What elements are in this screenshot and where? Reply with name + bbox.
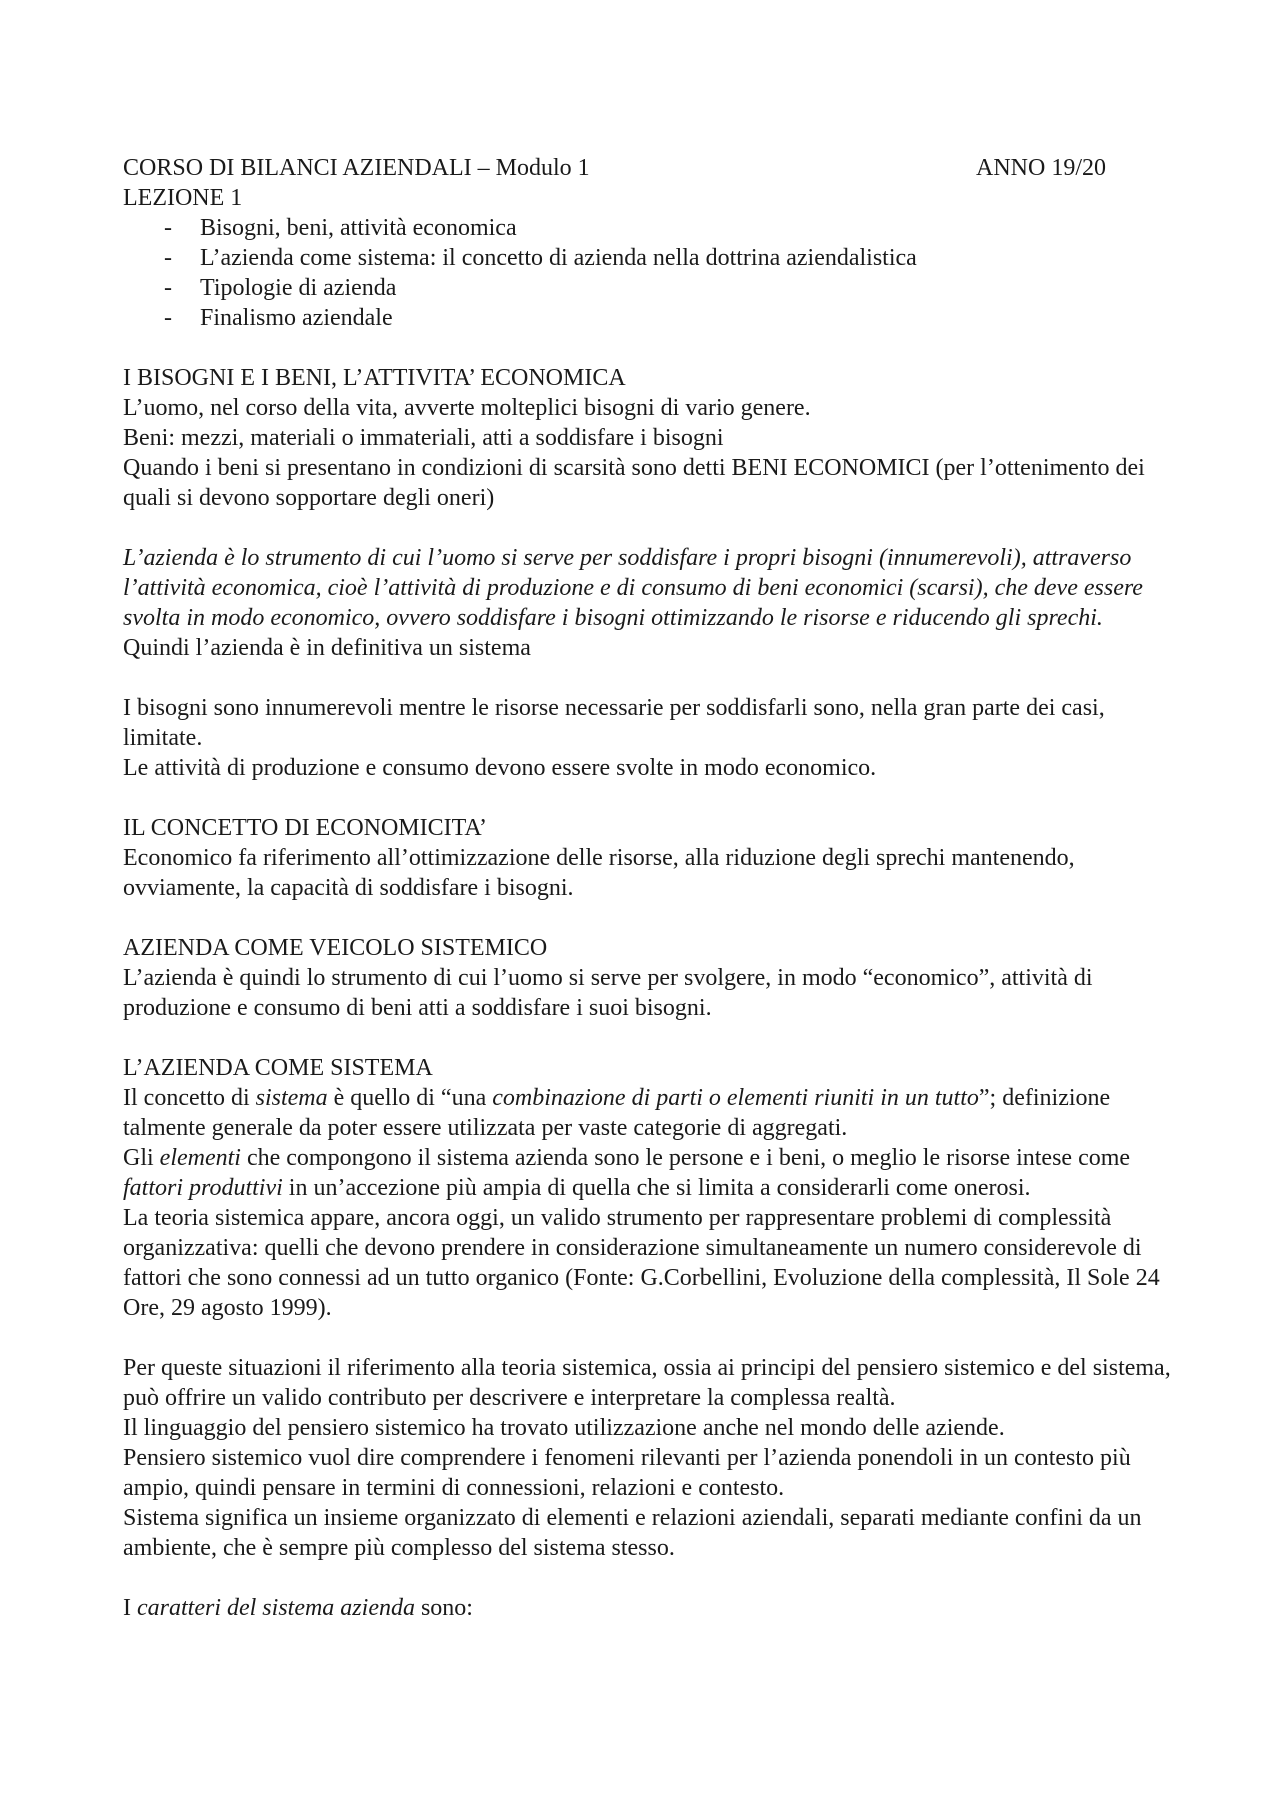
topic-text: Tipologie di azienda [200,275,397,301]
paragraph: L’uomo, nel corso della vita, avverte molteplici bisogni di vario genere. [123,395,811,421]
paragraph: La teoria sistemica appare, ancora oggi, un valido strumento per rappresentare problemi di complessità organizzativa: quelli che devono prendere in considerazione simultaneamente un numero considerevole di fattori che sono connessi ad un tutto organico (Fonte: G.Corbellini, Evoluzione della complessità, Il Sole 24 Ore, 29 agosto 1999). [123,1205,1160,1321]
section-heading: AZIENDA COME VEICOLO SISTEMICO [123,935,548,961]
lesson-title: LEZIONE 1 [123,185,243,211]
spacer [123,333,1173,363]
section-heading: I BISOGNI E I BENI, L’ATTIVITA’ ECONOMICA [123,365,626,391]
spacer [123,513,1173,543]
text-run: Il concetto di [123,1085,256,1111]
bullet-dash: - [164,305,172,331]
text-run: ”; definizione talmente generale da poter essere utilizzata per vaste categorie di aggregati. [123,1085,1111,1141]
paragraph: Le attività di produzione e consumo devono essere svolte in modo economico. [123,755,877,781]
spacer [123,903,1173,933]
text-run: che compongono il sistema azienda sono le persone e i beni, o meglio le risorse intese come [240,1145,1131,1171]
topic-text: Bisogni, beni, attività economica [200,215,517,241]
topic-item [123,243,1173,273]
spacer [123,1563,1173,1593]
paragraph [123,1143,1173,1203]
topic-item [123,213,1173,243]
bullet-dash: - [164,215,172,241]
paragraph: Il linguaggio del pensiero sistemico ha trovato utilizzazione anche nel mondo delle aziende. [123,1415,1005,1441]
topic-item [123,303,1173,333]
section-heading: IL CONCETTO DI ECONOMICITA’ [123,815,488,841]
paragraph: Beni: mezzi, materiali o immateriali, atti a soddisfare i bisogni [123,425,724,451]
italic-term: caratteri del sistema azienda [137,1595,415,1621]
paragraph: Sistema significa un insieme organizzato di elementi e relazioni aziendali, separati mediante confini da un ambiente, che è sempre più complesso del sistema stesso. [123,1505,1142,1561]
italic-term: elementi [159,1145,241,1171]
document-body [123,153,1173,1623]
paragraph: Quando i beni si presentano in condizioni di scarsità sono detti BENI ECONOMICI (per l’ottenimento dei quali si devono sopportare degli oneri) [123,455,1145,511]
paragraph: Quindi l’azienda è in definitiva un sistema [123,635,531,661]
paragraph: I bisogni sono innumerevoli mentre le risorse necessarie per soddisfarli sono, nella gran parte dei casi, limitate. [123,695,1105,751]
course-title: CORSO DI BILANCI AZIENDALI – Modulo 1 [123,155,590,181]
italic-term: combinazione di parti o elementi riuniti in un tutto [492,1085,979,1111]
text-run: Gli [123,1145,160,1171]
spacer [123,663,1173,693]
italic-definition: L’azienda è lo strumento di cui l’uomo si serve per soddisfare i propri bisogni (innumerevoli), attraverso l’attività economica, cioè l’attività di produzione e di consumo di beni economici (scarsi), che deve essere svolta in modo economico, ovvero soddisfare i bisogni ottimizzando le risorse e riducendo gli sprechi. [123,545,1143,631]
paragraph: Pensiero sistemico vuol dire comprendere i fenomeni rilevanti per l’azienda ponendoli in un contesto più ampio, quindi pensare in termini di connessioni, relazioni e contesto. [123,1445,1131,1501]
text-run: in un’accezione più ampia di quella che si limita a considerarli come onerosi. [282,1175,1031,1201]
italic-term: sistema [255,1085,328,1111]
spacer [123,1323,1173,1353]
topic-text: L’azienda come sistema: il concetto di azienda nella dottrina aziendalistica [200,245,917,271]
topics-list [123,213,1173,333]
section-heading: L’AZIENDA COME SISTEMA [123,1055,433,1081]
paragraph [123,1083,1173,1143]
paragraph [123,1593,1173,1623]
text-run: I [123,1595,137,1621]
header-row [123,153,1106,183]
topic-item [123,273,1173,303]
italic-term: fattori produttivi [123,1175,283,1201]
text-run: è quello di “una [327,1085,493,1111]
spacer [123,783,1173,813]
bullet-dash: - [164,245,172,271]
academic-year: ANNO 19/20 [976,155,1106,181]
paragraph: L’azienda è quindi lo strumento di cui l’uomo si serve per svolgere, in modo “economico”, attività di produzione e consumo di beni atti a soddisfare i suoi bisogni. [123,965,1093,1021]
spacer [123,1023,1173,1053]
paragraph: Economico fa riferimento all’ottimizzazione delle risorse, alla riduzione degli sprechi mantenendo, ovviamente, la capacità di soddisfare i bisogni. [123,845,1075,901]
topic-text: Finalismo aziendale [200,305,393,331]
paragraph: Per queste situazioni il riferimento alla teoria sistemica, ossia ai principi del pensiero sistemico e del sistema, può offrire un valido contributo per descrivere e interpretare la complessa realtà. [123,1355,1171,1411]
bullet-dash: - [164,275,172,301]
text-run: sono: [414,1595,473,1621]
